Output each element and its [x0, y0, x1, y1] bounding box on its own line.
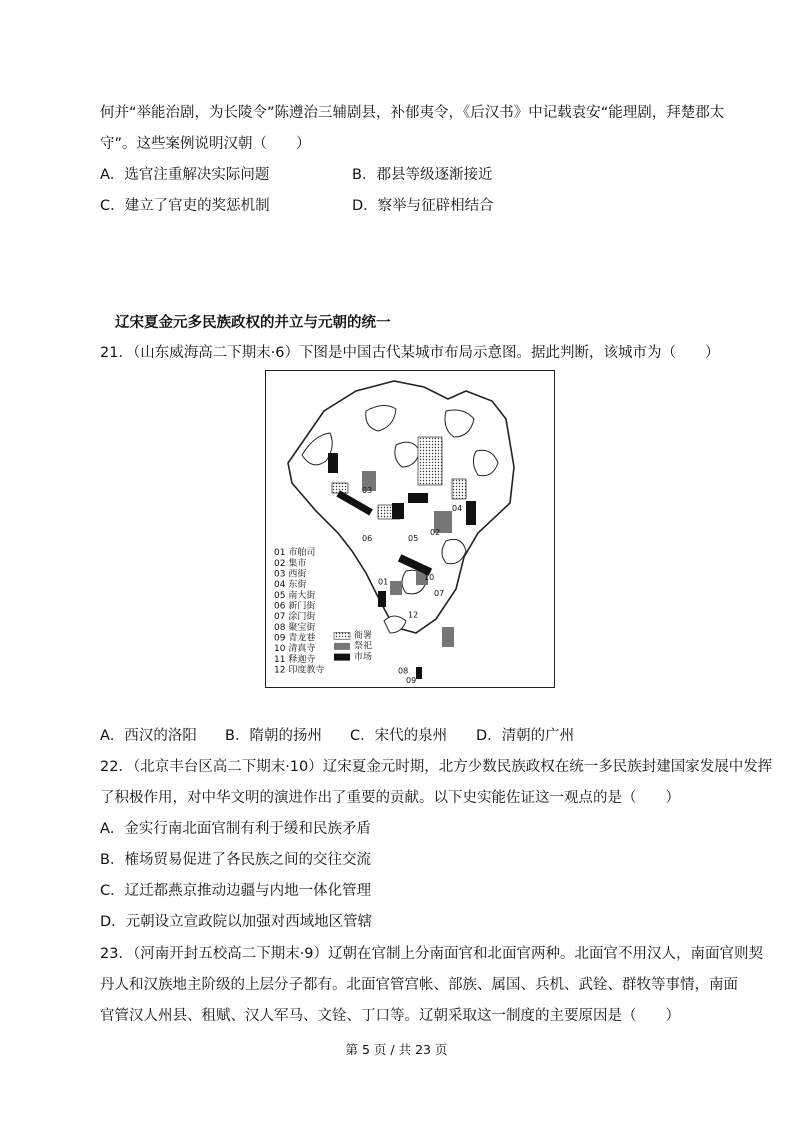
section-title: 辽宋夏金元多民族政权的并立与元朝的统一	[115, 315, 391, 331]
legend-place-10: 10 清真寺	[274, 644, 316, 655]
legend-place-11: 11 释迦寺	[274, 654, 316, 665]
map-label-07: 07	[434, 589, 445, 599]
map-label-01: 01	[378, 577, 389, 587]
legend-place-03: 03 西街	[274, 569, 307, 580]
legend-place-06: 06 新门街	[274, 601, 316, 612]
map-label-02: 02	[430, 528, 441, 537]
legend-swatch-sacrificial	[334, 643, 350, 650]
legend-place-09: 09 青龙巷	[274, 633, 316, 644]
market	[408, 493, 428, 503]
q21-option-a: A．西汉的洛阳	[100, 728, 197, 744]
legend-place-05: 05 南大街	[274, 590, 316, 601]
q22-option-c: C．辽迁都燕京推动边疆与内地一体化管理	[100, 883, 372, 899]
q23-line-3: 官管汉人州县、租赋、汉人军马、文铨、丁口等。辽朝采取这一制度的主要原因是（ ）	[100, 1008, 680, 1024]
legend-symbol-office: 衙署	[354, 631, 373, 641]
legend-place-02: 02 集市	[274, 558, 307, 569]
market	[378, 591, 386, 607]
map-label-06: 06	[362, 534, 373, 543]
government-office	[418, 437, 442, 485]
sacrificial-site	[390, 581, 402, 595]
government-office	[452, 479, 466, 499]
legend-swatch-market	[334, 654, 350, 661]
q23-line-1: 23．（河南开封五校高二下期末·9）辽朝在官制上分南面官和北面官两种。北面官不用汉人，南面官则契	[100, 946, 764, 962]
legend-place-01: 01 市舶司	[274, 548, 316, 559]
q22-option-a: A．金实行南北面官制有利于缓和民族矛盾	[100, 821, 371, 837]
legend-place-04: 04 东街	[274, 580, 307, 591]
prev-option-a: A．选官注重解决实际问题	[100, 167, 270, 183]
legend-symbol-sacrificial: 祭祀	[354, 641, 373, 652]
map-label-12: 12	[408, 610, 419, 620]
q22-option-d: D．元朝设立宣政院以加强对西域地区管辖	[100, 914, 373, 930]
sacrificial-site	[442, 627, 454, 647]
city-layout-map	[265, 370, 555, 688]
legend-place-07: 07 涂门街	[274, 612, 316, 623]
q21-option-b: B．隋朝的扬州	[225, 728, 322, 744]
q22-option-b: B．榷场贸易促进了各民族之间的交往交流	[100, 852, 371, 868]
legend-symbol-market: 市场	[354, 652, 373, 663]
map-label-08: 08	[398, 666, 409, 676]
map-label-03: 03	[362, 486, 373, 495]
prev-question-line-2: 守”。这些案例说明汉朝（ ）	[100, 136, 311, 152]
market	[392, 503, 404, 519]
legend-swatch-office	[334, 632, 350, 639]
map-label-09: 09	[406, 676, 417, 686]
q21-option-c: C．宋代的泉州	[350, 728, 448, 744]
prev-option-c: C．建立了官吏的奖惩机制	[100, 198, 270, 214]
page-footer: 第 5 页 / 共 23 页	[345, 1042, 448, 1057]
prev-option-d: D．察举与征辟相结合	[352, 198, 494, 214]
map-label-10: 10	[424, 572, 435, 582]
residential-block	[384, 616, 406, 633]
q22-line-2: 了积极作用，对中华文明的演进作出了重要的贡献。以下史实能佐证这一观点的是（ ）	[100, 790, 680, 806]
prev-question-line-1: 何并“举能治剧，为长陵令”陈遵治三辅剧县，补郁夷令，《后汉书》中记载袁安“能理剧，拜楚郡太	[100, 105, 725, 121]
map-label-04: 04	[452, 504, 463, 513]
map-label-05: 05	[408, 534, 419, 543]
q23-line-2: 丹人和汉族地主阶级的上层分子都有。北面官管宫帐、部族、属国、兵机、武铨、群牧等事情，南面	[100, 977, 738, 993]
market	[416, 667, 422, 679]
q21-option-d: D．清朝的广州	[476, 728, 575, 744]
market	[466, 501, 476, 525]
market	[328, 453, 338, 473]
q21-stem: 21．（山东威海高二下期末·6）下图是中国古代某城市布局示意图。据此判断，该城市为（ ）	[100, 345, 720, 361]
prev-option-b: B．郡县等级逐渐接近	[352, 167, 493, 183]
q22-line-1: 22．（北京丰台区高二下期末·10）辽宋夏金元时期，北方少数民族政权在统一多民族封建国家发展中发挥	[100, 759, 773, 775]
legend-place-12: 12 印度教寺	[274, 665, 325, 676]
legend-place-08: 08 聚宝街	[274, 622, 316, 633]
